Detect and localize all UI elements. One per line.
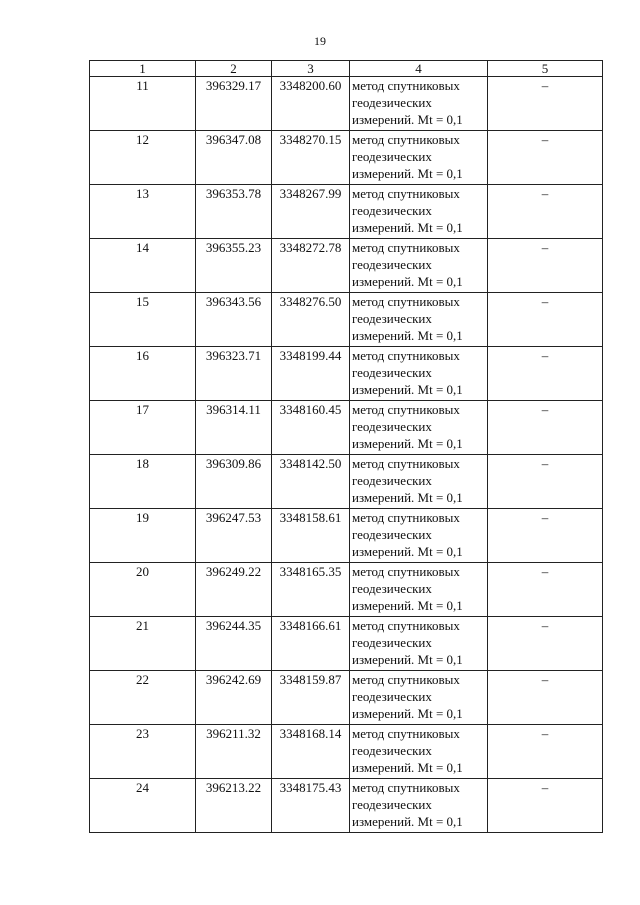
column-header-1: 1 [90, 61, 196, 77]
table-row [90, 347, 603, 401]
y-coordinate-cell: 3348158.61 [272, 509, 350, 563]
method-line: метод спутниковых [352, 186, 460, 201]
description-cell: – [488, 131, 603, 185]
method-line: геодезических [352, 581, 432, 596]
point-number-cell: 17 [90, 401, 196, 455]
description-cell: – [488, 347, 603, 401]
y-coordinate-cell: 3348267.99 [272, 185, 350, 239]
method-line: измерений. Mt = 0,1 [352, 112, 463, 127]
description-cell: – [488, 185, 603, 239]
table-row [90, 77, 603, 131]
x-coordinate-cell: 396242.69 [196, 671, 272, 725]
description-cell: – [488, 725, 603, 779]
method-line: геодезических [352, 95, 432, 110]
description-cell: – [488, 401, 603, 455]
point-number-cell: 19 [90, 509, 196, 563]
description-cell: – [488, 77, 603, 131]
table-row [90, 509, 603, 563]
method-line: измерений. Mt = 0,1 [352, 544, 463, 559]
method-cell [350, 185, 488, 239]
column-header-4: 4 [350, 61, 488, 77]
method-cell [350, 455, 488, 509]
description-cell: – [488, 293, 603, 347]
method-line: метод спутниковых [352, 78, 460, 93]
method-line: метод спутниковых [352, 780, 460, 795]
point-number-cell: 22 [90, 671, 196, 725]
table-body [90, 77, 603, 833]
method-line: метод спутниковых [352, 456, 460, 471]
point-number-cell: 13 [90, 185, 196, 239]
x-coordinate-cell: 396244.35 [196, 617, 272, 671]
method-line: измерений. Mt = 0,1 [352, 328, 463, 343]
method-line: метод спутниковых [352, 348, 460, 363]
method-line: измерений. Mt = 0,1 [352, 274, 463, 289]
table-header-row [90, 61, 603, 77]
x-coordinate-cell: 396323.71 [196, 347, 272, 401]
method-cell [350, 347, 488, 401]
method-line: геодезических [352, 635, 432, 650]
point-number-cell: 15 [90, 293, 196, 347]
point-number-cell: 20 [90, 563, 196, 617]
x-coordinate-cell: 396211.32 [196, 725, 272, 779]
method-line: метод спутниковых [352, 132, 460, 147]
point-number-cell: 16 [90, 347, 196, 401]
description-cell: – [488, 779, 603, 833]
table-row [90, 131, 603, 185]
y-coordinate-cell: 3348175.43 [272, 779, 350, 833]
table-row [90, 293, 603, 347]
method-cell [350, 239, 488, 293]
method-line: метод спутниковых [352, 726, 460, 741]
method-line: метод спутниковых [352, 240, 460, 255]
x-coordinate-cell: 396314.11 [196, 401, 272, 455]
table-row [90, 401, 603, 455]
y-coordinate-cell: 3348159.87 [272, 671, 350, 725]
y-coordinate-cell: 3348199.44 [272, 347, 350, 401]
y-coordinate-cell: 3348168.14 [272, 725, 350, 779]
table-row [90, 239, 603, 293]
table-row [90, 563, 603, 617]
y-coordinate-cell: 3348276.50 [272, 293, 350, 347]
method-line: геодезических [352, 473, 432, 488]
y-coordinate-cell: 3348142.50 [272, 455, 350, 509]
method-line: измерений. Mt = 0,1 [352, 706, 463, 721]
method-line: измерений. Mt = 0,1 [352, 436, 463, 451]
method-line: геодезических [352, 203, 432, 218]
x-coordinate-cell: 396355.23 [196, 239, 272, 293]
method-line: измерений. Mt = 0,1 [352, 490, 463, 505]
method-cell [350, 725, 488, 779]
table-row [90, 779, 603, 833]
method-cell [350, 671, 488, 725]
y-coordinate-cell: 3348166.61 [272, 617, 350, 671]
method-line: метод спутниковых [352, 402, 460, 417]
method-line: измерений. Mt = 0,1 [352, 652, 463, 667]
method-line: геодезических [352, 149, 432, 164]
y-coordinate-cell: 3348272.78 [272, 239, 350, 293]
method-cell [350, 563, 488, 617]
table-row [90, 725, 603, 779]
description-cell: – [488, 563, 603, 617]
point-number-cell: 21 [90, 617, 196, 671]
method-line: геодезических [352, 743, 432, 758]
x-coordinate-cell: 396329.17 [196, 77, 272, 131]
y-coordinate-cell: 3348160.45 [272, 401, 350, 455]
column-header-3: 3 [272, 61, 350, 77]
method-cell [350, 293, 488, 347]
table-row [90, 455, 603, 509]
x-coordinate-cell: 396247.53 [196, 509, 272, 563]
description-cell: – [488, 509, 603, 563]
method-line: геодезических [352, 419, 432, 434]
point-number-cell: 14 [90, 239, 196, 293]
table-row [90, 671, 603, 725]
page-number: 19 [314, 34, 326, 48]
method-line: измерений. Mt = 0,1 [352, 760, 463, 775]
method-line: метод спутниковых [352, 510, 460, 525]
method-cell [350, 509, 488, 563]
method-line: измерений. Mt = 0,1 [352, 220, 463, 235]
x-coordinate-cell: 396249.22 [196, 563, 272, 617]
method-line: геодезических [352, 689, 432, 704]
method-cell [350, 131, 488, 185]
coordinates-table [89, 60, 603, 833]
method-line: измерений. Mt = 0,1 [352, 598, 463, 613]
point-number-cell: 23 [90, 725, 196, 779]
point-number-cell: 24 [90, 779, 196, 833]
x-coordinate-cell: 396347.08 [196, 131, 272, 185]
method-line: геодезических [352, 797, 432, 812]
point-number-cell: 11 [90, 77, 196, 131]
point-number-cell: 12 [90, 131, 196, 185]
x-coordinate-cell: 396353.78 [196, 185, 272, 239]
x-coordinate-cell: 396213.22 [196, 779, 272, 833]
method-line: метод спутниковых [352, 564, 460, 579]
y-coordinate-cell: 3348200.60 [272, 77, 350, 131]
method-line: геодезических [352, 365, 432, 380]
method-line: измерений. Mt = 0,1 [352, 814, 463, 829]
method-line: геодезических [352, 527, 432, 542]
table-row [90, 185, 603, 239]
method-cell [350, 617, 488, 671]
method-cell [350, 401, 488, 455]
method-line: метод спутниковых [352, 672, 460, 687]
method-line: метод спутниковых [352, 618, 460, 633]
x-coordinate-cell: 396309.86 [196, 455, 272, 509]
method-line: геодезических [352, 257, 432, 272]
description-cell: – [488, 239, 603, 293]
column-header-2: 2 [196, 61, 272, 77]
method-line: измерений. Mt = 0,1 [352, 166, 463, 181]
y-coordinate-cell: 3348165.35 [272, 563, 350, 617]
point-number-cell: 18 [90, 455, 196, 509]
method-cell [350, 779, 488, 833]
x-coordinate-cell: 396343.56 [196, 293, 272, 347]
description-cell: – [488, 455, 603, 509]
method-line: метод спутниковых [352, 294, 460, 309]
column-header-5: 5 [488, 61, 603, 77]
table-row [90, 617, 603, 671]
description-cell: – [488, 617, 603, 671]
method-cell [350, 77, 488, 131]
y-coordinate-cell: 3348270.15 [272, 131, 350, 185]
method-line: измерений. Mt = 0,1 [352, 382, 463, 397]
method-line: геодезических [352, 311, 432, 326]
description-cell: – [488, 671, 603, 725]
